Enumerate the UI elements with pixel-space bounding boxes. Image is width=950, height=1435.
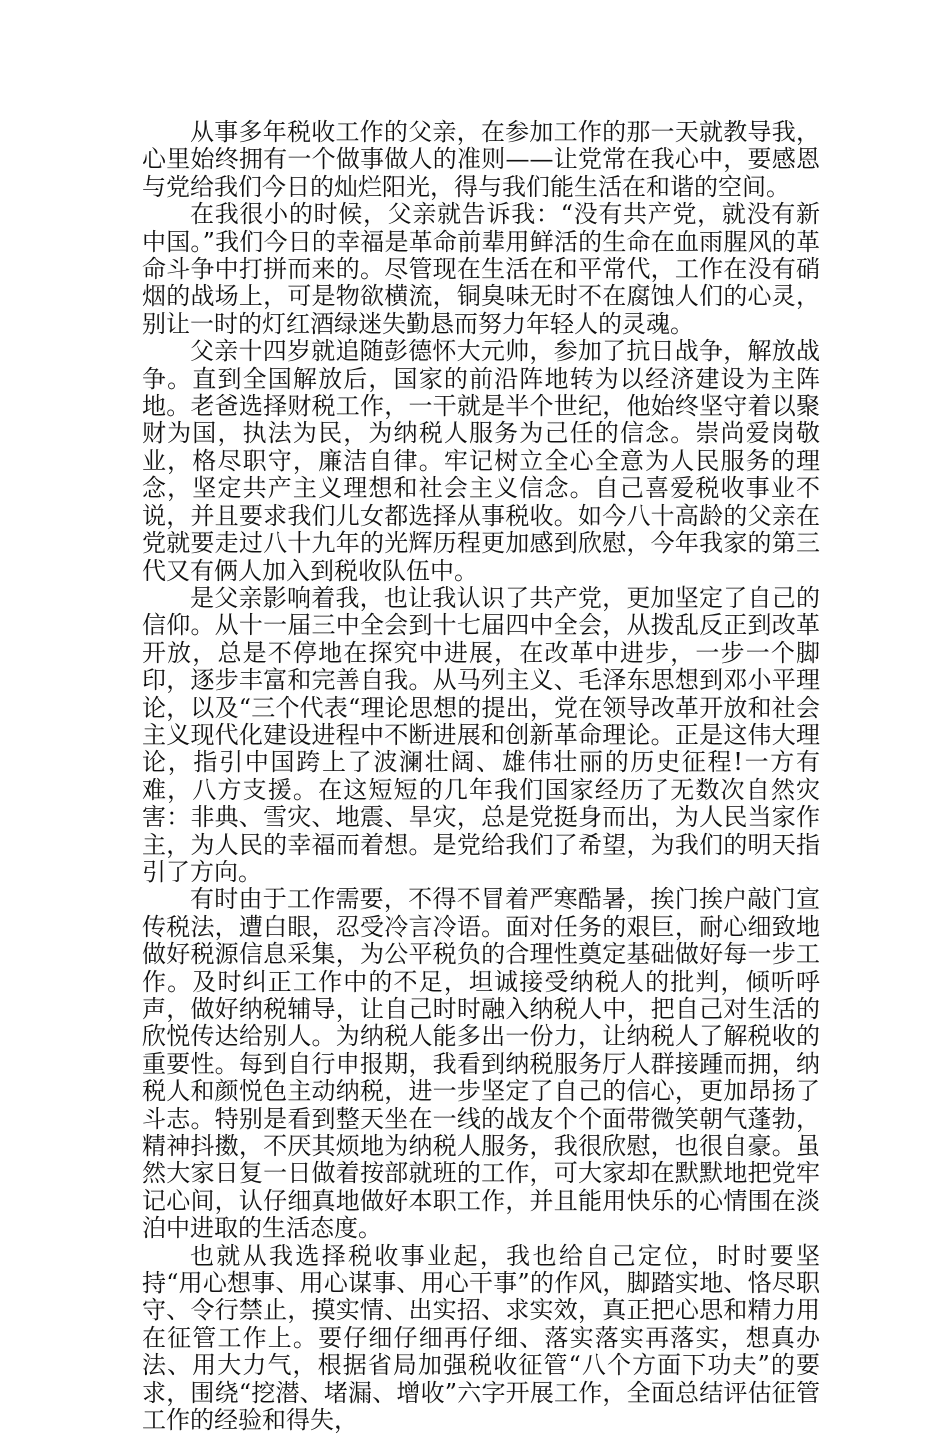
paragraph: 有时由于工作需要，不得不冒着严寒酷暑，挨门挨户敲门宣传税法，遭白眼，忍受冷言冷语。面对任务的艰巨，耐心细致地做好税源信息采集，为公平税负的合理性奠定基础做好每一步工作。及时纠正工作中的不足，坦诚接受纳税人的批判，倾听呼声，做好纳税辅导，让自己时时融入纳税人中，把自己对生活的欣悦传达给别人。为纳税人能多出一份力，让纳税人了解税收的重要性。每到自行申报期，我看到纳税服务厅人群接踵而拥，纳税人和颜悦色主动纳税，进一步坚定了自己的信心，更加昂扬了斗志。特别是看到整天坐在一线的战友个个面带微笑朝气蓬勃，精神抖擞，不厌其烦地为纳税人服务，我很欣慰，也很自豪。虽然大家日复一日做着按部就班的工作，可大家却在默默地把党牢记心间，认仔细真地做好本职工作，并且能用快乐的心情围在淡泊中进取的生活态度。	[142, 885, 820, 1243]
paragraph: 也就从我选择税收事业起，我也给自己定位，时时要坚持“用心想事、用心谋事、用心干事”的作风，脚踏实地、恪尽职守、令行禁止，摸实情、出实招、求实效，真正把心思和精力用在征管工作上。要仔细仔细再仔细、落实落实再落实，想真办法、用大力气，根据省局加强税收征管“八个方面下功夫”的要求，围绕“挖潜、堵漏、增收”六字开展工作，全面总结评估征管工作的经验和得失，	[142, 1241, 820, 1435]
document-body	[142, 119, 820, 1435]
paragraph: 是父亲影响着我，也让我认识了共产党，更加坚定了自己的信仰。从十一届三中全会到十七届四中全会，从拨乱反正到改革开放，总是不停地在探究中进展，在改革中进步，一步一个脚印，逐步丰富和完善自我。从马列主义、毛泽东思想到邓小平理论，以及“三个代表“理论思想的提出，党在领导改革开放和社会主义现代化建设进程中不断进展和创新革命理论。正是这伟大理论，指引中国跨上了波澜壮阔、雄伟壮丽的历史征程!一方有难，八方支援。在这短短的几年我们国家经历了无数次自然灾害：非典、雪灾、地震、旱灾，总是党挺身而出，为人民当家作主，为人民的幸福而着想。是党给我们了希望，为我们的明天指引了方向。	[142, 583, 820, 886]
paragraph: 父亲十四岁就追随彭德怀大元帅，参加了抗日战争，解放战争。直到全国解放后，国家的前沿阵地转为以经济建设为主阵地。老爸选择财税工作，一干就是半个世纪，他始终坚守着以聚财为国，执法为民，为纳税人服务为己任的信念。崇尚爱岗敬业，格尽职守，廉洁自律。牢记树立全心全意为人民服务的理念，坚定共产主义理想和社会主义信念。自己喜爱税收事业不说，并且要求我们儿女都选择从事税收。如今八十高龄的父亲在党就要走过八十九年的光辉历程更加感到欣慰，今年我家的第三代又有俩人加入到税收队伍中。	[142, 337, 820, 585]
paragraph: 从事多年税收工作的父亲，在参加工作的那一天就教导我，心里始终拥有一个做事做人的准则——让党常在我心中，要感恩与党给我们今日的灿烂阳光，得与我们能生活在和谐的空间。	[142, 118, 820, 201]
paragraph: 在我很小的时候，父亲就告诉我：“没有共产党，就没有新中国。”我们今日的幸福是革命前辈用鲜活的生命在血雨腥风的革命斗争中打拼而来的。尽管现在生活在和平常代，工作在没有硝烟的战场上，可是物欲横流，铜臭味无时不在腐蚀人们的心灵，别让一时的灯红酒绿迷失勤恳而努力年轻人的灵魂。	[142, 200, 820, 338]
